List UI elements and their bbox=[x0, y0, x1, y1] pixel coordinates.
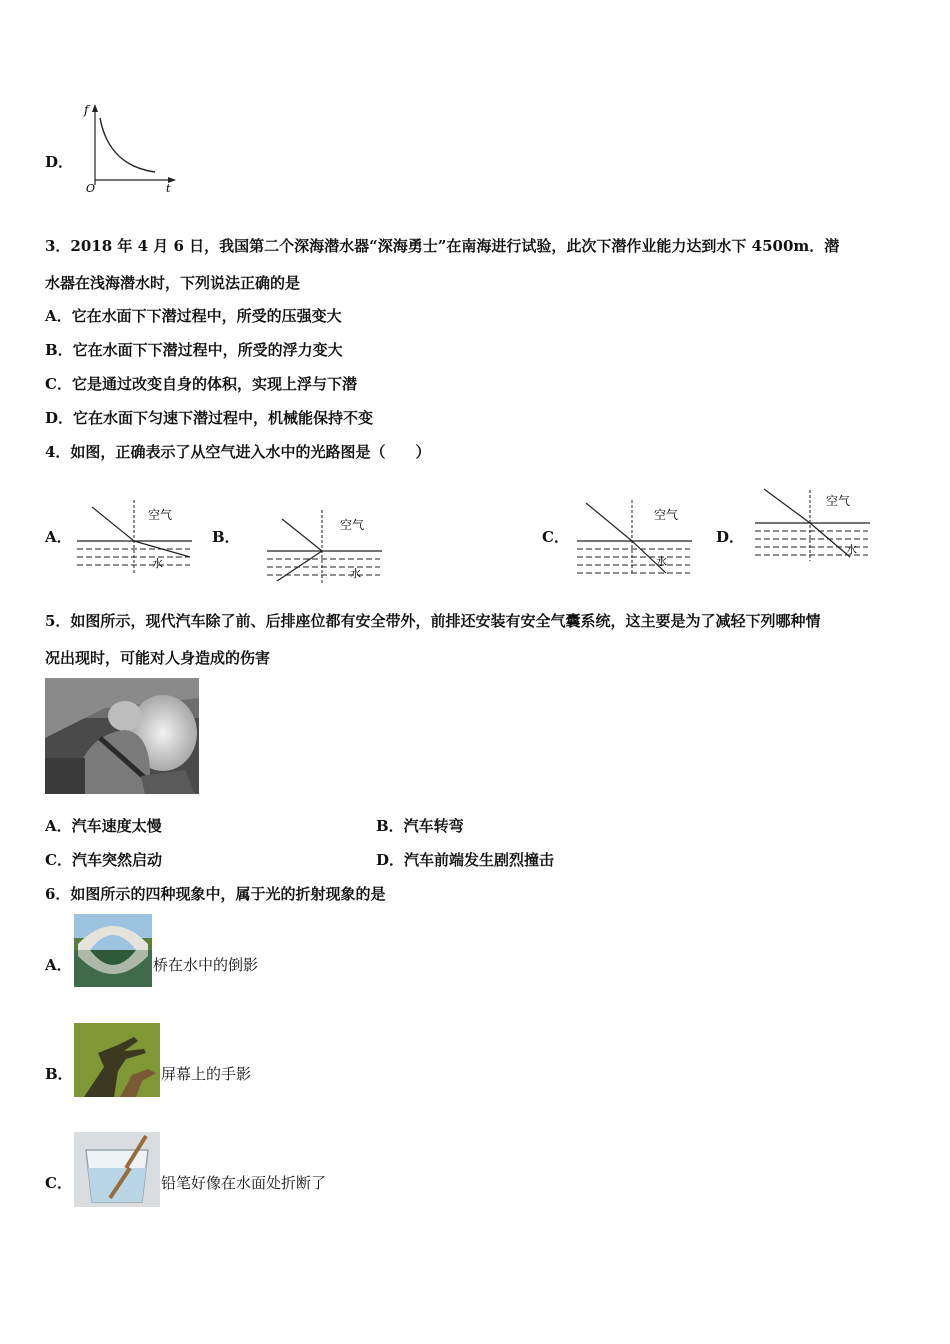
water-label: 水 bbox=[656, 555, 667, 568]
air-label: 空气 bbox=[340, 518, 365, 532]
air-label: 空气 bbox=[826, 494, 851, 508]
q5-option-c[interactable]: C．汽车突然启动 bbox=[45, 851, 162, 869]
q5-stem-line1: 5．如图所示，现代汽车除了前、后排座位都有安全带外，前排还安装有安全气囊系统，这主要是为了减轻下列哪种情 bbox=[45, 612, 821, 630]
q4-diagram-a bbox=[72, 495, 197, 575]
q6-option-a-text: 桥在水中的倒影 bbox=[153, 956, 259, 974]
airbag-photo bbox=[45, 678, 199, 794]
water-label: 水 bbox=[350, 567, 361, 580]
graph-t-axis-label: t bbox=[166, 182, 171, 195]
q3-stem-line2: 水器在浅海潜水时，下列说法正确的是 bbox=[45, 274, 301, 292]
water-label: 水 bbox=[152, 557, 163, 570]
q4-diagram-d bbox=[750, 485, 875, 565]
q5-option-a[interactable]: A．汽车速度太慢 bbox=[45, 817, 162, 835]
q6-option-c-text: 铅笔好像在水面处折断了 bbox=[161, 1174, 327, 1192]
water-label: 水 bbox=[846, 543, 857, 556]
q5-option-d[interactable]: D．汽车前端发生剧烈撞击 bbox=[376, 851, 555, 869]
q3-stem-line1: 3．2018 年 4 月 6 日，我国第二个深海潜水器“深海勇士”在南海进行试验，此次下潜作业能力达到水下 4500m．潜 bbox=[45, 237, 840, 255]
q4-option-d-label[interactable]: D． bbox=[716, 528, 745, 546]
q4-diagram-c bbox=[572, 495, 697, 580]
graph-f-axis-label: f bbox=[84, 103, 89, 117]
air-label: 空气 bbox=[148, 508, 173, 522]
q4-option-b-label[interactable]: B． bbox=[212, 528, 240, 546]
q3-option-c[interactable]: C．它是通过改变自身的体积，实现上浮与下潜 bbox=[45, 375, 357, 393]
q6-option-b-label[interactable]: B． bbox=[45, 1065, 73, 1083]
q2-option-d-graph bbox=[80, 100, 180, 195]
q6-option-b-text: 屏幕上的手影 bbox=[161, 1065, 252, 1083]
q4-stem: 4．如图，正确表示了从空气进入水中的光路图是（ ） bbox=[45, 443, 431, 461]
q4-option-c-label[interactable]: C． bbox=[542, 528, 569, 546]
bridge-reflection-photo bbox=[74, 914, 152, 987]
q5-stem-line2: 况出现时，可能对人身造成的伤害 bbox=[45, 649, 271, 667]
q2-option-d-label[interactable]: D． bbox=[45, 153, 74, 171]
q4-option-a-label[interactable]: A． bbox=[45, 528, 72, 546]
q6-option-c-label[interactable]: C． bbox=[45, 1174, 72, 1192]
air-label: 空气 bbox=[654, 508, 679, 522]
pencil-in-water-photo bbox=[74, 1132, 160, 1207]
q4-diagram-b bbox=[262, 505, 387, 585]
q5-option-b[interactable]: B．汽车转弯 bbox=[376, 817, 464, 835]
q6-stem: 6．如图所示的四种现象中，属于光的折射现象的是 bbox=[45, 885, 386, 903]
hand-shadow-photo bbox=[74, 1023, 160, 1097]
q3-option-b[interactable]: B．它在水面下下潜过程中，所受的浮力变大 bbox=[45, 341, 343, 359]
q3-option-a[interactable]: A．它在水面下下潜过程中，所受的压强变大 bbox=[45, 307, 342, 325]
q6-option-a-label[interactable]: A． bbox=[45, 956, 72, 974]
q3-option-d[interactable]: D．它在水面下匀速下潜过程中，机械能保持不变 bbox=[45, 409, 374, 427]
graph-origin-label: O bbox=[86, 182, 96, 195]
